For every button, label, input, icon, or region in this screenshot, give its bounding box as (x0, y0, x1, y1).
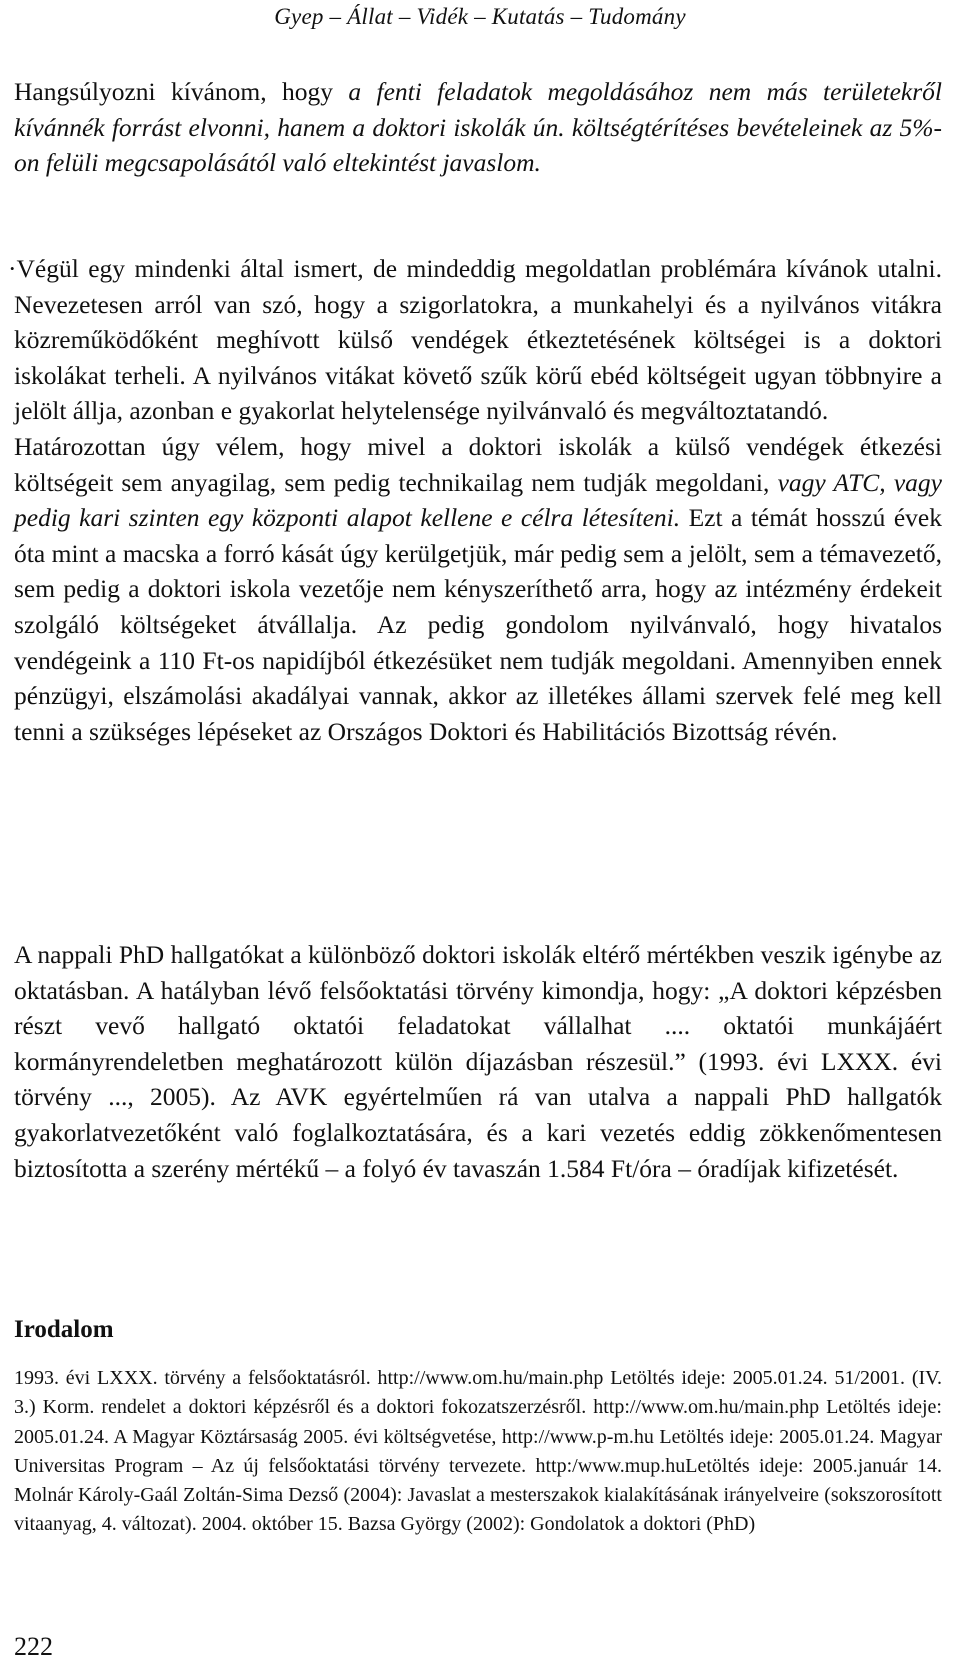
page-number: 222 (14, 1632, 53, 1661)
paragraph-4 (14, 937, 942, 1186)
paragraph-2 (8, 251, 942, 749)
paragraph-2-text: Végül egy mindenki által ismert, de mindeddig megoldatlan problémára kívánok utalni. Nevezetesen arról van szó, hogy a szigorlatokra, a munkahelyi és a nyilvános vitákra közreműködőként meghívott külső vendégek étkeztetésének költségei is a doktori iskolákat terheli. A nyilvános vitákat követő szűk körű ebéd költségeit ugyan többnyire a jelölt állja, azonban e gyakorlat helytelensége nyilvánvaló és megváltoztatandó. (14, 254, 942, 426)
references-heading: Irodalom (14, 1316, 114, 1343)
paragraph-4-text: A nappali PhD hallgatókat a különböző doktori iskolák eltérő mértékben veszik igénybe az oktatásban. A hatályban lévő felsőoktatási törvény kimondja, hogy: „A doktori képzésben részt vevő hallgató oktatói feladatokat vállalhat .... oktatói munkájáért kormányrendeletben meghatározott külön díjazásban részesül.” (1993. évi LXXX. évi törvény ..., 2005). Az AVK egyértelműen rá van utalva a nappali PhD hallgatók gyakorlatvezetőként való foglalkoztatására, és a kari vezetés eddig zökkenőmentesen biztosította a szerény mértékű – a folyó év tavaszán 1.584 Ft/óra – óradíjak kifizetését. (14, 940, 942, 1183)
paragraph-3-text-b: Ezt a témát hosszú évek óta mint a macska a forró kását úgy kerülgetjük, már pedig sem a jelölt, sem a témavezető, sem pedig a doktori iskola vezetője nem kényszeríthető arra, hogy az intézmény érdekeit szolgáló költségeket átvállalja. Az pedig gondolom nyilvánvaló, hogy hivatalos vendégeink a 110 Ft-os napidíjból étkezésüket nem tudják megoldani. Amennyiben ennek pénzügyi, elszámolási akadályai vannak, akkor az illetékes állami szervek felé meg kell tenni a szükséges lépéseket az Országos Doktori és Habilitációs Bizottság révén. (14, 503, 942, 746)
paragraph-1-text: Hangsúlyozni kívánom, hogy (14, 77, 349, 106)
margin-mark: · (8, 254, 17, 283)
paragraph-3-text-a: Határozottan úgy vélem, hogy mivel a doktori iskolák a külső vendégek étkezési költségeit sem anyagilag, sem pedig technikailag nem tudják megoldani, (14, 431, 942, 497)
paragraph-1 (14, 74, 942, 181)
references-list: 1993. évi LXXX. törvény a felsőoktatásról. http://www.om.hu/main.php Letöltés ideje: 2005.01.24. 51/2001. (IV. 3.) Korm. rendelet a doktori képzésről és a doktori fokozatszerzésről. http://www.om.hu/main.php Letöltés ideje: 2005.01.24. A Magyar Köztársaság 2005. évi költségvetése, http://www.p-m.hu Letöltés ideje: 2005.01.24. Magyar Universitas Program – Az új felsőoktatási törvény tervezete. http:/www.mup.huLetöltés ideje: 2005.január 14. Molnár Károly-Gaál Zoltán-Sima Dezső (2004): Javaslat a mesterszakok kialakításának irányelveire (sokszorosított vitaanyag, 4. változat). 2004. október 15. Bazsa György (2002): Gondolatok a doktori (PhD) (14, 1367, 942, 1536)
paragraph-1-italic: a fenti feladatok megoldásához nem más területekről kívánnék forrást elvonni, hanem a doktori iskolák ún. költségtérítéses bevételeinek az 5%-on felüli megcsapolásától való eltekintést javaslom. (14, 77, 942, 178)
paragraph-3 (14, 429, 942, 749)
paragraph-3-italic: vagy ATC, vagy pedig kari szinten egy központi alapot kellene e célra létesíteni. (14, 467, 942, 533)
running-head: Gyep – Állat – Vidék – Kutatás – Tudomány (274, 4, 686, 29)
